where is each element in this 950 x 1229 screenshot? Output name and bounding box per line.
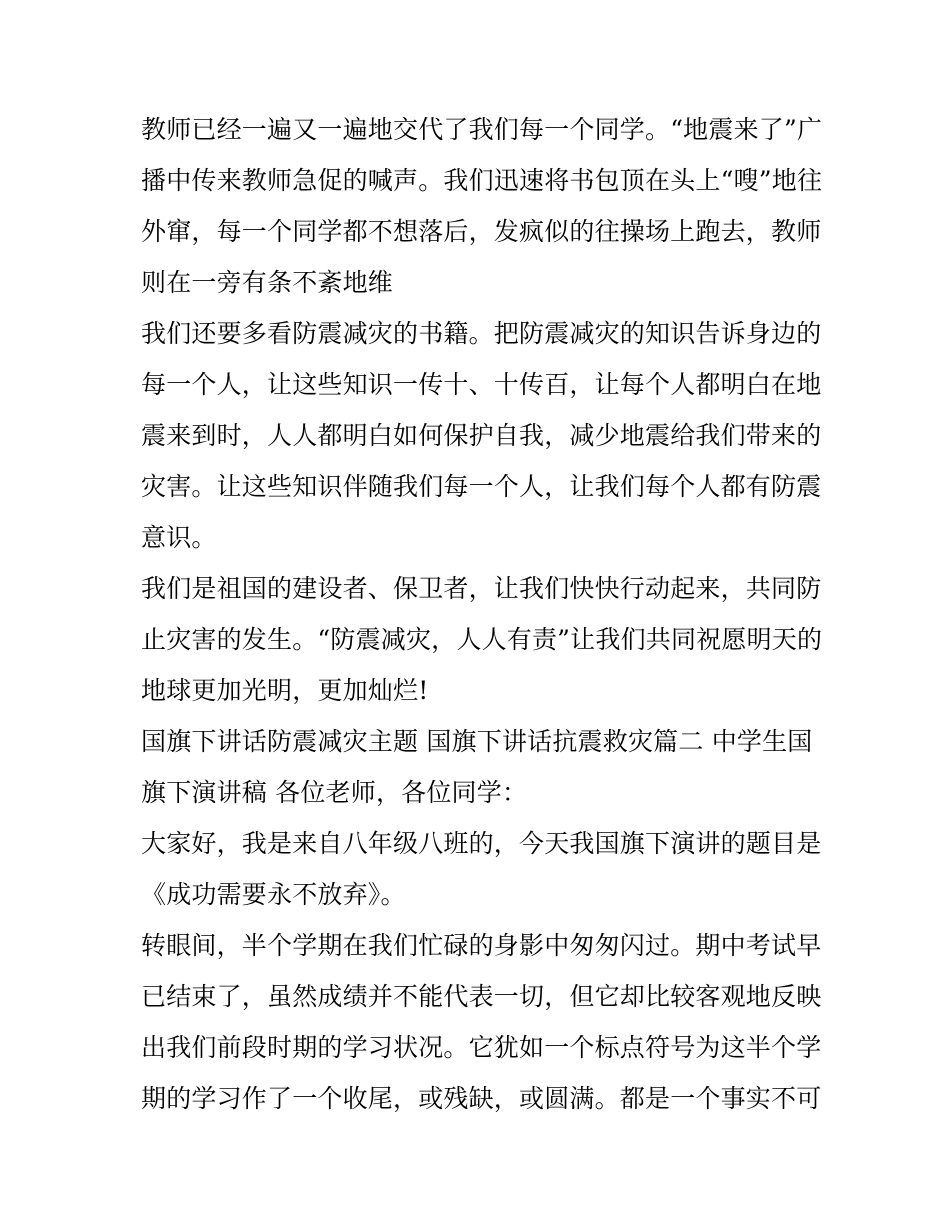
text-line: 我们是祖国的建设者、保卫者，让我们快快行动起来，共同防: [141, 574, 822, 603]
text-line: 止灾害的发生。“防震减灾，人人有责”让我们共同祝愿明天的: [141, 625, 823, 654]
text-line: 意识。: [141, 523, 217, 552]
text-line: 大家好，我是来自八年级八班的，今天我国旗下演讲的题目是: [141, 829, 822, 858]
text-line: 每一个人，让这些知识一传十、十传百，让每个人都明白在地: [141, 370, 822, 399]
text-line: 旗下演讲稿 各位老师，各位同学：: [141, 778, 528, 807]
document-body: [141, 104, 823, 1124]
text-line: 震来到时，人人都明白如何保护自我，减少地震给我们带来的: [141, 421, 822, 450]
text-line: 已结束了，虽然成绩并不能代表一切，但它却比较客观地反映: [141, 982, 822, 1011]
text-line: 转眼间，半个学期在我们忙碌的身影中匆匆闪过。期中考试早: [141, 931, 822, 960]
text-line: 期的学习作了一个收尾，或残缺，或圆满。都是一个事实不可: [141, 1084, 822, 1113]
text-line: 国旗下讲话防震减灾主题 国旗下讲话抗震救灾篇二 中学生国: [141, 727, 813, 756]
text-line: 播中传来教师急促的喊声。我们迅速将书包顶在头上“嗖”地往: [141, 166, 823, 195]
text-line: 灾害。让这些知识伴随我们每一个人，让我们每个人都有防震: [141, 472, 822, 501]
text-line: 教师已经一遍又一遍地交代了我们每一个同学。“地震来了”广: [141, 115, 823, 144]
text-line: 外窜，每一个同学都不想落后，发疯似的往操场上跑去，教师: [141, 217, 822, 246]
text-line: 则在一旁有条不紊地维: [141, 268, 394, 297]
text-line: 我们还要多看防震减灾的书籍。把防震减灾的知识告诉身边的: [141, 319, 822, 348]
text-line: 《成功需要永不放弃》。: [141, 880, 406, 909]
text-line: 地球更加光明，更加灿烂!: [141, 676, 429, 705]
text-line: 出我们前段时期的学习状况。它犹如一个标点符号为这半个学: [141, 1033, 822, 1062]
